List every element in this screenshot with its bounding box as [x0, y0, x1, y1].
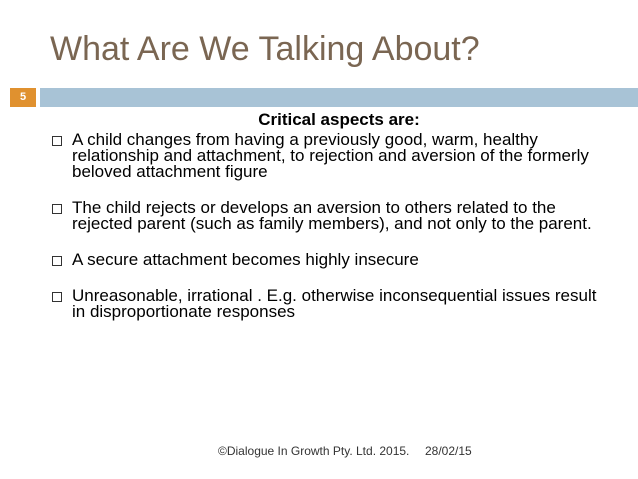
checkbox-square-icon [52, 292, 62, 302]
bullet-list [50, 132, 610, 320]
bullet-text: A child changes from having a previously good, warm, healthy relationship and attachment, to rejection and aversion of the formerly beloved attachment figure [72, 130, 589, 181]
checkbox-square-icon [52, 136, 62, 146]
header-rule-bar [40, 88, 638, 107]
list-item [50, 200, 610, 232]
checkbox-square-icon [52, 256, 62, 266]
list-item [50, 252, 610, 268]
checkbox-square-icon [52, 204, 62, 214]
slide-number-badge: 5 [10, 88, 36, 107]
bullet-text: The child rejects or develops an aversion to others related to the rejected parent (such as family members), and not only to the parent. [72, 198, 592, 233]
list-item [50, 132, 610, 180]
section-heading: Critical aspects are: [258, 110, 420, 129]
slide-title: What Are We Talking About? [50, 30, 480, 68]
list-item [50, 288, 610, 320]
bullet-text: A secure attachment becomes highly insecure [72, 250, 419, 269]
footer-copyright: ©Dialogue In Growth Pty. Ltd. 2015. [218, 444, 410, 458]
footer-date: 28/02/15 [425, 444, 472, 458]
bullet-text: Unreasonable, irrational . E.g. otherwise inconsequential issues result in disproportionate responses [72, 286, 597, 321]
